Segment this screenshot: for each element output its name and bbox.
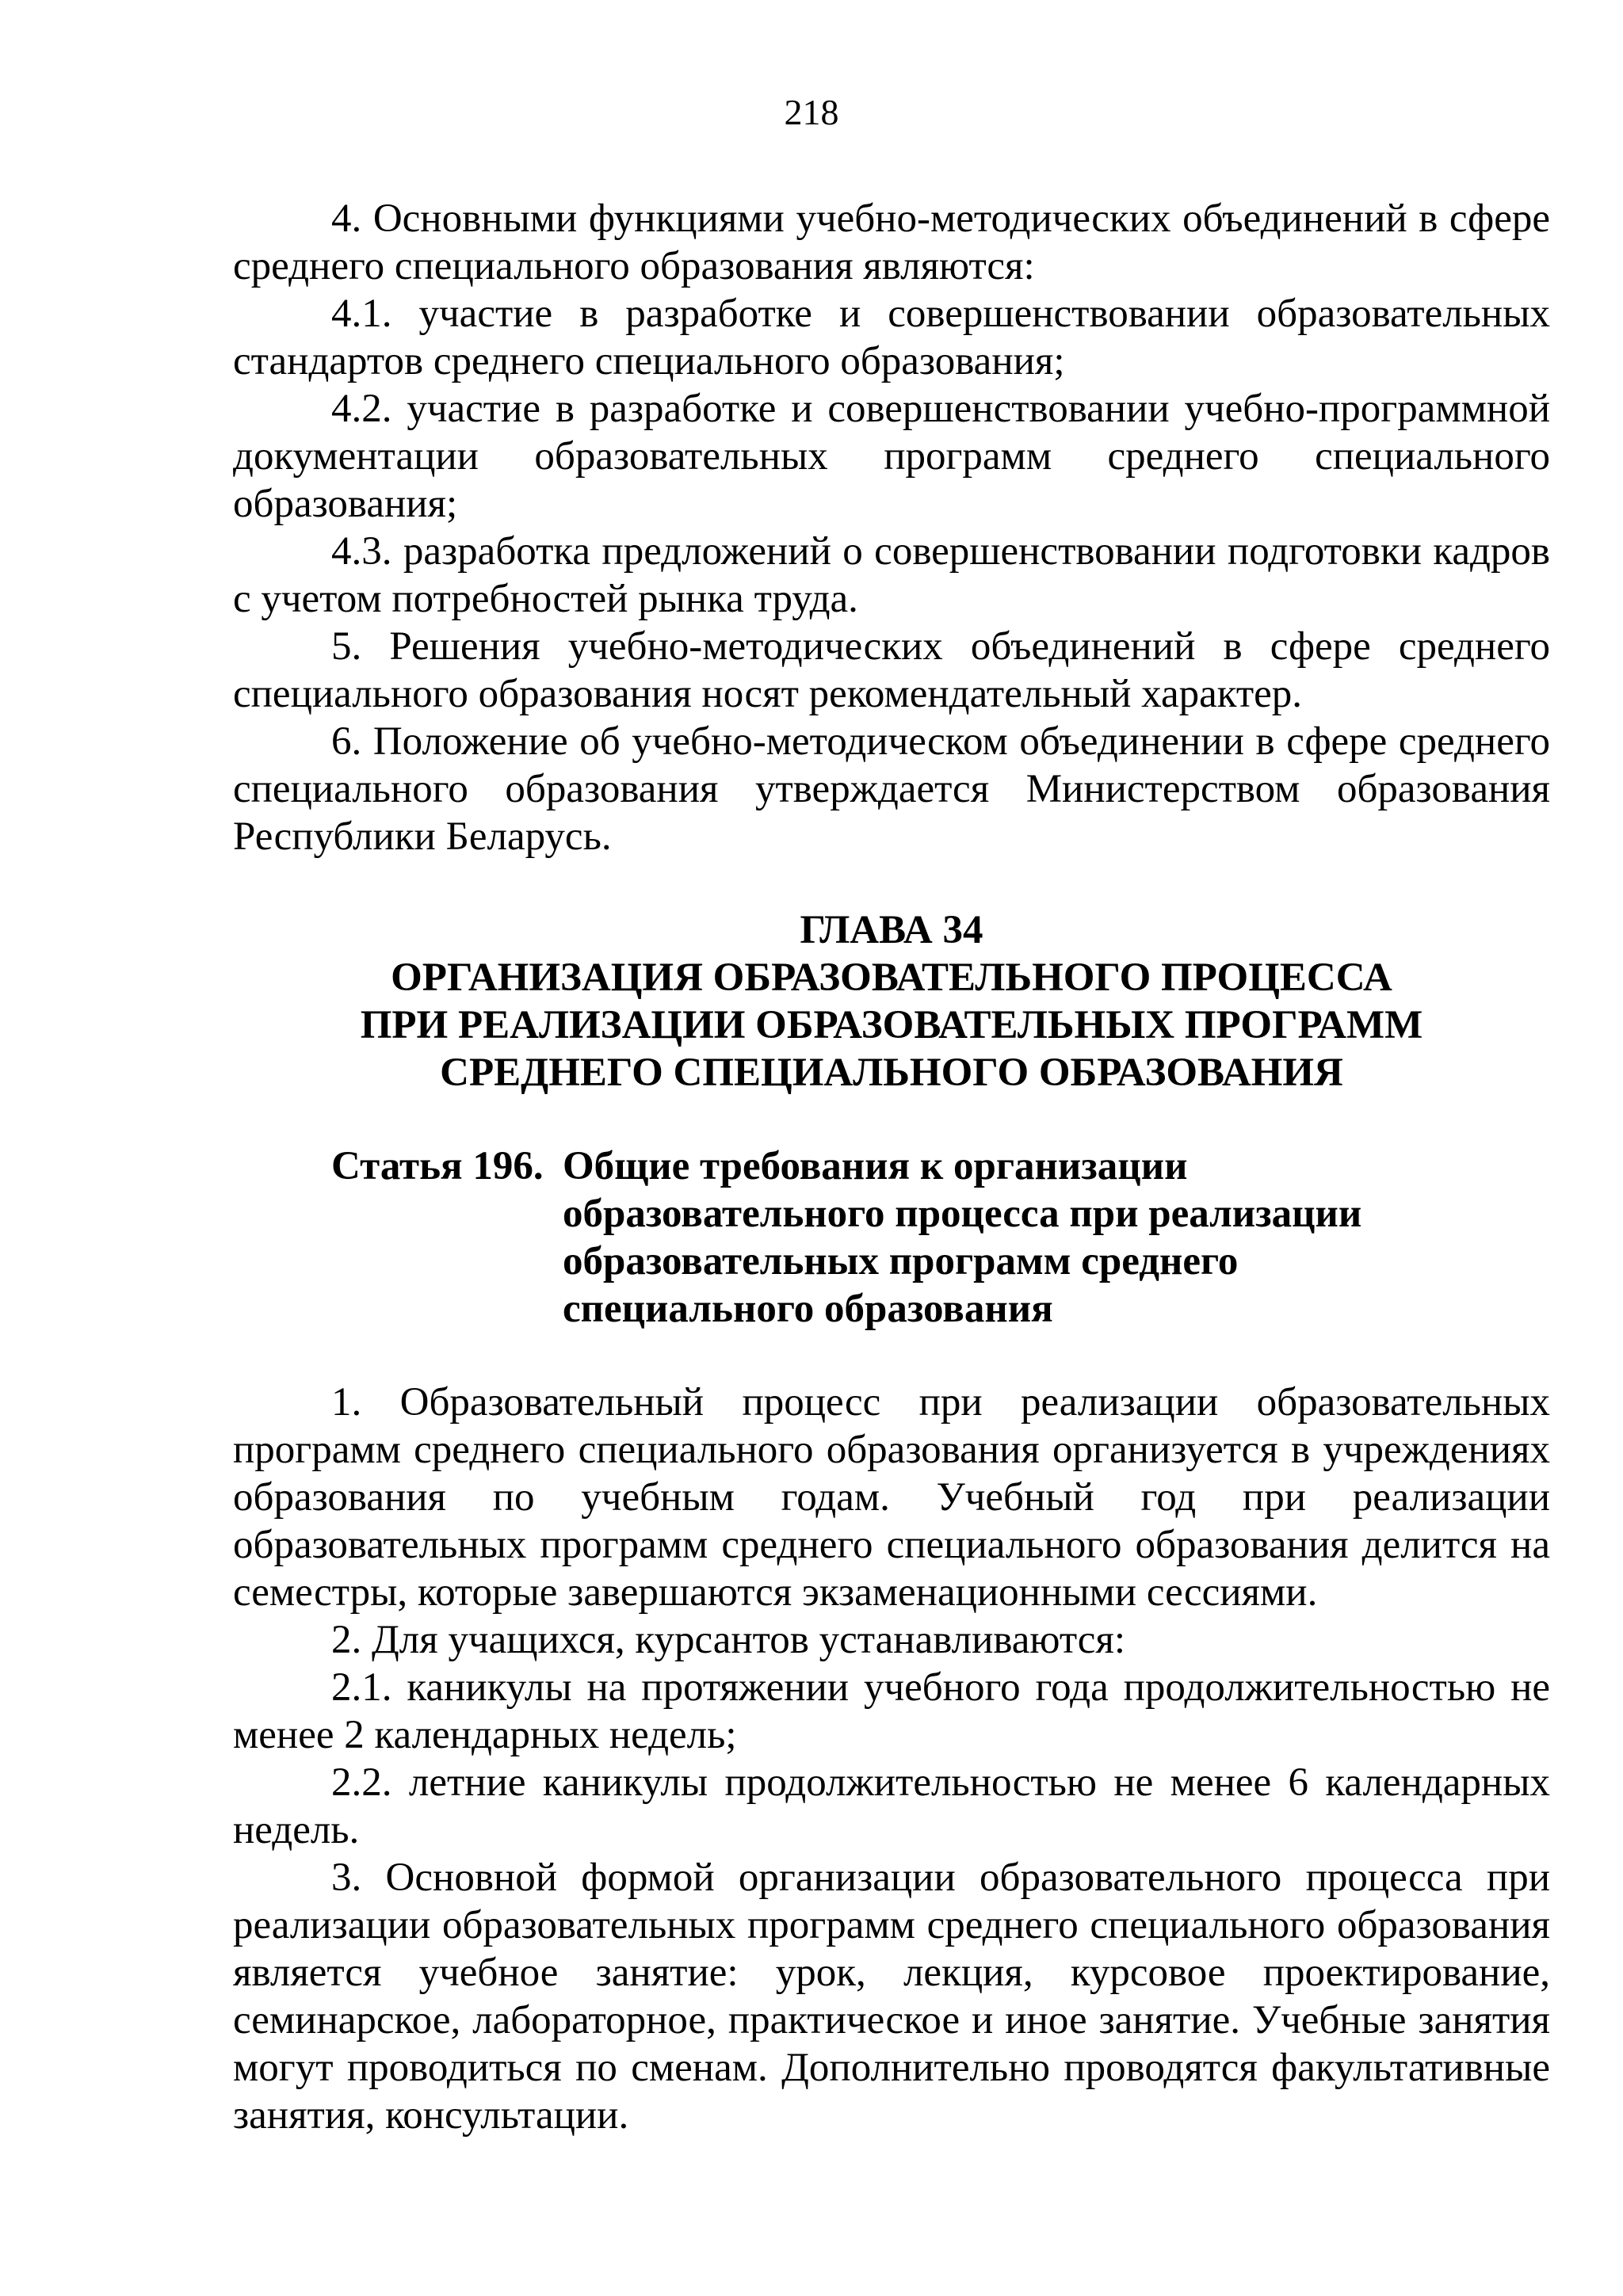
paragraph-4-2: 4.2. участие в разработке и совершенствовании учебно-программной документации образовательных программ среднего специального образования;	[233, 387, 1550, 526]
chapter-title-line-3: СРЕДНЕГО СПЕЦИАЛЬНОГО ОБРАЗОВАНИЯ	[440, 1051, 1343, 1095]
paragraph-4-1: 4.1. участие в разработке и совершенствовании образовательных стандартов среднего специального образования;	[233, 292, 1550, 383]
article-title-line-1: Общие требования к организации	[563, 1144, 1188, 1188]
article-title-line-4: специального образования	[563, 1287, 1053, 1331]
article-heading	[233, 1142, 1550, 1333]
chapter-title-line-2: ПРИ РЕАЛИЗАЦИИ ОБРАЗОВАТЕЛЬНЫХ ПРОГРАММ	[360, 1003, 1423, 1047]
article-title-line-2: образовательного процесса при реализации	[563, 1192, 1362, 1236]
article-title	[563, 1142, 1550, 1333]
page-content	[233, 195, 1550, 2139]
paragraph-4: 4. Основными функциями учебно-методических объединений в сфере среднего специального образования являются:	[233, 196, 1550, 288]
article-title-line-3: образовательных программ среднего	[563, 1239, 1239, 1283]
paragraph-6: 6. Положение об учебно-методическом объединении в сфере среднего специального образования утверждается Министерством образования Республики Беларусь.	[233, 719, 1550, 859]
page-number: 218	[784, 92, 839, 132]
chapter-heading	[233, 906, 1550, 1097]
paragraph-4-3: 4.3. разработка предложений о совершенствовании подготовки кадров с учетом потребностей рынка труда.	[233, 529, 1550, 621]
article-paragraph-1: 1. Образовательный процесс при реализации образовательных программ среднего специального образования организуется в учреждениях образования по учебным годам. Учебный год при реализации образовательных программ среднего специального образования делится на семестры, которые завершаются экзаменационными сессиями.	[233, 1380, 1550, 1615]
article-paragraph-2-2: 2.2. летние каникулы продолжительностью не менее 6 календарных недель.	[233, 1760, 1550, 1852]
article-number: Статья 196.	[331, 1144, 544, 1188]
paragraph-5: 5. Решения учебно-методических объединений в сфере среднего специального образования носят рекомендательный характер.	[233, 624, 1550, 716]
article-paragraph-2: 2. Для учащихся, курсантов устанавливаются:	[331, 1618, 1126, 1662]
spacer	[233, 1333, 1550, 1379]
article-paragraph-3: 3. Основной формой организации образовательного процесса при реализации образовательных программ среднего специального образования является учебное занятие: урок, лекция, курсовое проектирование, семинарское, лабораторное, практическое и иное занятие. Учебные занятия могут проводиться по сменам. Дополнительно проводятся факультативные занятия, консультации.	[233, 1855, 1550, 2138]
chapter-title-line-1: ОРГАНИЗАЦИЯ ОБРАЗОВАТЕЛЬНОГО ПРОЦЕССА	[391, 955, 1392, 1000]
article-paragraph-2-1: 2.1. каникулы на протяжении учебного года продолжительностью не менее 2 календарных недель;	[233, 1665, 1550, 1757]
chapter-number: ГЛАВА 34	[800, 908, 983, 952]
